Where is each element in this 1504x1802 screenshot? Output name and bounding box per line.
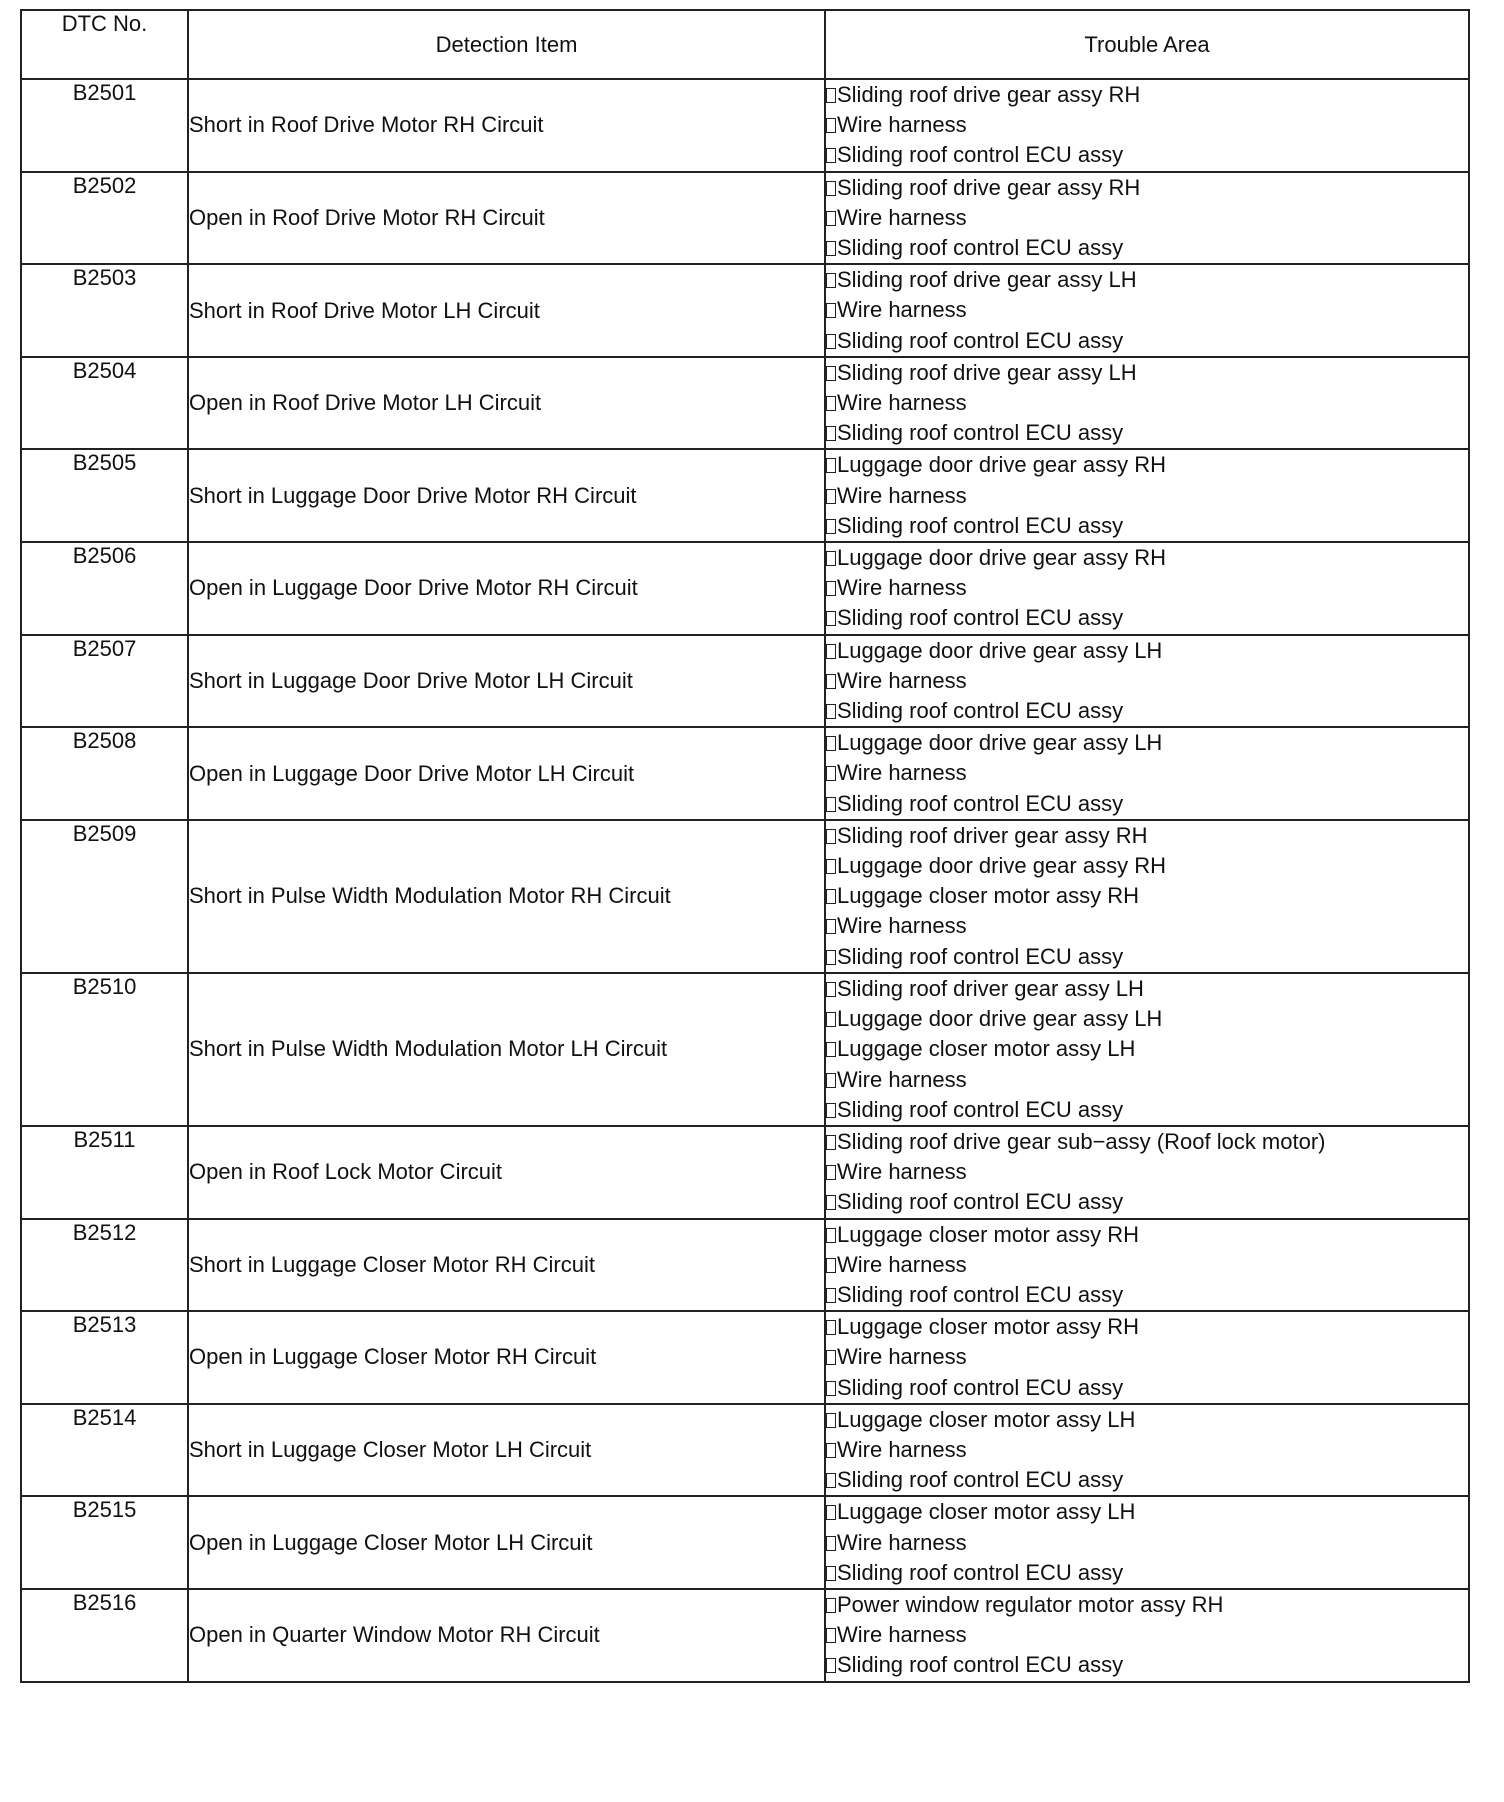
trouble-area-text: Luggage door drive gear assy LH <box>837 730 1163 756</box>
checkbox-bullet-icon <box>826 611 836 626</box>
trouble-area-item <box>826 573 1468 603</box>
checkbox-bullet-icon <box>826 148 836 163</box>
checkbox-bullet-icon <box>826 1103 836 1118</box>
trouble-area-item <box>826 450 1468 480</box>
trouble-area-text: Wire harness <box>837 667 967 693</box>
trouble-area-cell <box>825 1311 1469 1404</box>
checkbox-bullet-icon <box>826 88 836 103</box>
trouble-area-text: Wire harness <box>837 1344 967 1370</box>
checkbox-bullet-icon <box>826 1165 836 1180</box>
trouble-area-text: Luggage closer motor assy LH <box>837 1406 1136 1432</box>
trouble-area-cell <box>825 1404 1469 1497</box>
table-row <box>21 727 1469 820</box>
dtc-column-header: DTC No. <box>21 10 188 79</box>
table-header <box>21 10 1469 79</box>
table-row <box>21 1404 1469 1497</box>
trouble-area-text: Luggage closer motor assy RH <box>837 883 1140 909</box>
checkbox-bullet-icon <box>826 1350 836 1365</box>
dtc-code: B2514 <box>21 1404 188 1497</box>
trouble-area-item <box>826 1004 1468 1034</box>
trouble-area-text: Sliding roof control ECU assy <box>837 605 1124 631</box>
checkbox-bullet-icon <box>826 118 836 133</box>
trouble-area-cell <box>825 357 1469 450</box>
trouble-area-item <box>826 511 1468 541</box>
checkbox-bullet-icon <box>826 1536 836 1551</box>
trouble-area-item <box>826 821 1468 851</box>
trouble-area-item <box>826 603 1468 633</box>
trouble-area-item <box>826 1342 1468 1372</box>
checkbox-bullet-icon <box>826 1073 836 1088</box>
table-row <box>21 542 1469 635</box>
trouble-area-text: Wire harness <box>837 204 967 230</box>
trouble-area-item <box>826 326 1468 356</box>
dtc-table <box>20 9 1470 1683</box>
checkbox-bullet-icon <box>826 766 836 781</box>
trouble-area-item <box>826 1528 1468 1558</box>
dtc-code: B2509 <box>21 820 188 973</box>
trouble-area-item <box>826 1590 1468 1620</box>
trouble-area-text: Sliding roof control ECU assy <box>837 420 1124 446</box>
trouble-area-text: Sliding roof control ECU assy <box>837 1189 1124 1215</box>
trouble-area-item <box>826 1465 1468 1495</box>
trouble-area-item <box>826 974 1468 1004</box>
dtc-code: B2504 <box>21 357 188 450</box>
trouble-area-item <box>826 203 1468 233</box>
trouble-area-item <box>826 233 1468 263</box>
detection-item: Short in Luggage Door Drive Motor RH Circuit <box>188 449 825 542</box>
detection-item: Open in Roof Drive Motor RH Circuit <box>188 172 825 265</box>
trouble-area-item <box>826 696 1468 726</box>
trouble-area-item <box>826 666 1468 696</box>
trouble-area-text: Luggage closer motor assy LH <box>837 1499 1136 1525</box>
dtc-code: B2508 <box>21 727 188 820</box>
trouble-area-text: Wire harness <box>837 1159 967 1185</box>
checkbox-bullet-icon <box>826 1413 836 1428</box>
trouble-area-cell <box>825 973 1469 1126</box>
checkbox-bullet-icon <box>826 551 836 566</box>
trouble-area-text: Power window regulator motor assy RH <box>837 1591 1224 1617</box>
dtc-code: B2510 <box>21 973 188 1126</box>
dtc-code: B2511 <box>21 1126 188 1219</box>
detection-item: Open in Quarter Window Motor RH Circuit <box>188 1589 825 1682</box>
trouble-area-item <box>826 758 1468 788</box>
detection-item: Open in Luggage Closer Motor RH Circuit <box>188 1311 825 1404</box>
trouble-area-item <box>826 388 1468 418</box>
trouble-area-text: Sliding roof control ECU assy <box>837 1281 1124 1307</box>
checkbox-bullet-icon <box>826 982 836 997</box>
table-row <box>21 1496 1469 1589</box>
trouble-area-item <box>826 1435 1468 1465</box>
trouble-area-text: Wire harness <box>837 112 967 138</box>
trouble-area-text: Sliding roof control ECU assy <box>837 1096 1124 1122</box>
trouble-area-text: Sliding roof control ECU assy <box>837 1559 1124 1585</box>
trouble-area-text: Sliding roof drive gear assy RH <box>837 82 1141 107</box>
trouble-area-cell <box>825 172 1469 265</box>
trouble-area-text: Sliding roof control ECU assy <box>837 235 1124 261</box>
trouble-area-text: Sliding roof control ECU assy <box>837 698 1124 724</box>
trouble-area-item <box>826 1127 1468 1157</box>
checkbox-bullet-icon <box>826 1443 836 1458</box>
trouble-area-item <box>826 140 1468 170</box>
trouble-area-item <box>826 1250 1468 1280</box>
trouble-area-text: Sliding roof control ECU assy <box>837 1652 1124 1678</box>
dtc-code: B2512 <box>21 1219 188 1312</box>
trouble-area-text: Sliding roof control ECU assy <box>837 1374 1124 1400</box>
detection-item: Short in Luggage Closer Motor LH Circuit <box>188 1404 825 1497</box>
trouble-area-cell <box>825 1589 1469 1682</box>
checkbox-bullet-icon <box>826 1381 836 1396</box>
dtc-code: B2505 <box>21 449 188 542</box>
table-row <box>21 635 1469 728</box>
trouble-area-item <box>826 543 1468 573</box>
table-row <box>21 449 1469 542</box>
trouble-area-item <box>826 728 1468 758</box>
trouble-area-text: Wire harness <box>837 390 967 416</box>
trouble-area-item <box>826 942 1468 972</box>
table-row <box>21 973 1469 1126</box>
checkbox-bullet-icon <box>826 1228 836 1243</box>
trouble-area-item <box>826 1034 1468 1064</box>
trouble-area-item <box>826 1065 1468 1095</box>
checkbox-bullet-icon <box>826 829 836 844</box>
detection-item-column-header: Detection Item <box>188 10 825 79</box>
checkbox-bullet-icon <box>826 1195 836 1210</box>
trouble-area-cell <box>825 635 1469 728</box>
dtc-code: B2506 <box>21 542 188 635</box>
trouble-area-text: Sliding roof drive gear assy LH <box>837 359 1137 385</box>
trouble-area-item <box>826 1220 1468 1250</box>
detection-item: Open in Luggage Closer Motor LH Circuit <box>188 1496 825 1589</box>
trouble-area-text: Sliding roof drive gear sub−assy (Roof lock motor) <box>837 1128 1326 1154</box>
trouble-area-item <box>826 881 1468 911</box>
trouble-area-item <box>826 1405 1468 1435</box>
trouble-area-text: Wire harness <box>837 913 967 939</box>
checkbox-bullet-icon <box>826 1135 836 1150</box>
dtc-code: B2515 <box>21 1496 188 1589</box>
header-row <box>21 10 1469 79</box>
checkbox-bullet-icon <box>826 859 836 874</box>
table-row <box>21 357 1469 450</box>
trouble-area-item <box>826 418 1468 448</box>
dtc-code: B2507 <box>21 635 188 728</box>
dtc-code: B2503 <box>21 264 188 357</box>
trouble-area-cell <box>825 542 1469 635</box>
table-row <box>21 1311 1469 1404</box>
trouble-area-item <box>826 358 1468 388</box>
trouble-area-item <box>826 173 1468 203</box>
trouble-area-item <box>826 295 1468 325</box>
table-row <box>21 1589 1469 1682</box>
checkbox-bullet-icon <box>826 273 836 288</box>
trouble-area-item <box>826 1620 1468 1650</box>
trouble-area-cell <box>825 1496 1469 1589</box>
trouble-area-item <box>826 110 1468 140</box>
checkbox-bullet-icon <box>826 1598 836 1613</box>
checkbox-bullet-icon <box>826 181 836 196</box>
trouble-area-text: Luggage closer motor assy RH <box>837 1221 1140 1247</box>
trouble-area-item <box>826 911 1468 941</box>
detection-item: Open in Luggage Door Drive Motor RH Circuit <box>188 542 825 635</box>
trouble-area-item <box>826 80 1468 110</box>
trouble-area-item <box>826 636 1468 666</box>
trouble-area-item <box>826 1187 1468 1217</box>
table-body <box>21 79 1469 1682</box>
dtc-code: B2502 <box>21 172 188 265</box>
trouble-area-text: Wire harness <box>837 482 967 508</box>
checkbox-bullet-icon <box>826 644 836 659</box>
trouble-area-text: Wire harness <box>837 1529 967 1555</box>
detection-item: Open in Luggage Door Drive Motor LH Circuit <box>188 727 825 820</box>
checkbox-bullet-icon <box>826 889 836 904</box>
detection-item: Open in Roof Drive Motor LH Circuit <box>188 357 825 450</box>
checkbox-bullet-icon <box>826 458 836 473</box>
trouble-area-text: Sliding roof drive gear assy LH <box>837 267 1137 293</box>
table-row <box>21 820 1469 973</box>
checkbox-bullet-icon <box>826 704 836 719</box>
trouble-area-cell <box>825 820 1469 973</box>
checkbox-bullet-icon <box>826 396 836 411</box>
checkbox-bullet-icon <box>826 1012 836 1027</box>
checkbox-bullet-icon <box>826 674 836 689</box>
table-row <box>21 264 1469 357</box>
trouble-area-text: Sliding roof control ECU assy <box>837 790 1124 816</box>
trouble-area-item <box>826 1373 1468 1403</box>
checkbox-bullet-icon <box>826 950 836 965</box>
trouble-area-item <box>826 1497 1468 1527</box>
table-row <box>21 1126 1469 1219</box>
checkbox-bullet-icon <box>826 581 836 596</box>
dtc-code: B2501 <box>21 79 188 172</box>
trouble-area-text: Wire harness <box>837 575 967 601</box>
trouble-area-text: Luggage door drive gear assy LH <box>837 1006 1163 1032</box>
trouble-area-item <box>826 1280 1468 1310</box>
trouble-area-text: Wire harness <box>837 1622 967 1648</box>
trouble-area-text: Luggage door drive gear assy LH <box>837 637 1163 663</box>
trouble-area-text: Sliding roof driver gear assy RH <box>837 822 1148 848</box>
trouble-area-text: Sliding roof control ECU assy <box>837 943 1124 969</box>
checkbox-bullet-icon <box>826 1258 836 1273</box>
trouble-area-item <box>826 1157 1468 1187</box>
checkbox-bullet-icon <box>826 1288 836 1303</box>
trouble-area-item <box>826 1095 1468 1125</box>
dtc-code: B2513 <box>21 1311 188 1404</box>
trouble-area-text: Sliding roof control ECU assy <box>837 512 1124 538</box>
trouble-area-text: Wire harness <box>837 1436 967 1462</box>
trouble-area-text: Luggage door drive gear assy RH <box>837 545 1166 571</box>
trouble-area-text: Sliding roof control ECU assy <box>837 1467 1124 1493</box>
trouble-area-cell <box>825 449 1469 542</box>
trouble-area-cell <box>825 727 1469 820</box>
checkbox-bullet-icon <box>826 1658 836 1673</box>
table-row <box>21 172 1469 265</box>
table-row <box>21 79 1469 172</box>
detection-item: Short in Luggage Door Drive Motor LH Circuit <box>188 635 825 728</box>
trouble-area-text: Sliding roof drive gear assy RH <box>837 174 1141 200</box>
trouble-area-text: Sliding roof control ECU assy <box>837 327 1124 353</box>
trouble-area-cell <box>825 264 1469 357</box>
trouble-area-text: Wire harness <box>837 1251 967 1277</box>
checkbox-bullet-icon <box>826 1505 836 1520</box>
trouble-area-text: Wire harness <box>837 297 967 323</box>
trouble-area-item <box>826 789 1468 819</box>
detection-item: Short in Roof Drive Motor RH Circuit <box>188 79 825 172</box>
trouble-area-text: Luggage door drive gear assy RH <box>837 853 1166 879</box>
dtc-code: B2516 <box>21 1589 188 1682</box>
trouble-area-item <box>826 1558 1468 1588</box>
checkbox-bullet-icon <box>826 303 836 318</box>
trouble-area-text: Sliding roof control ECU assy <box>837 142 1124 168</box>
trouble-area-item <box>826 851 1468 881</box>
trouble-area-text: Wire harness <box>837 1066 967 1092</box>
checkbox-bullet-icon <box>826 736 836 751</box>
detection-item: Short in Pulse Width Modulation Motor LH Circuit <box>188 973 825 1126</box>
trouble-area-cell <box>825 1219 1469 1312</box>
checkbox-bullet-icon <box>826 1566 836 1581</box>
trouble-area-cell <box>825 1126 1469 1219</box>
checkbox-bullet-icon <box>826 366 836 381</box>
detection-item: Short in Pulse Width Modulation Motor RH Circuit <box>188 820 825 973</box>
checkbox-bullet-icon <box>826 334 836 349</box>
checkbox-bullet-icon <box>826 797 836 812</box>
checkbox-bullet-icon <box>826 426 836 441</box>
trouble-area-text: Luggage closer motor assy RH <box>837 1314 1140 1340</box>
checkbox-bullet-icon <box>826 1628 836 1643</box>
trouble-area-text: Luggage closer motor assy LH <box>837 1036 1136 1062</box>
detection-item: Short in Luggage Closer Motor RH Circuit <box>188 1219 825 1312</box>
checkbox-bullet-icon <box>826 519 836 534</box>
detection-item: Open in Roof Lock Motor Circuit <box>188 1126 825 1219</box>
checkbox-bullet-icon <box>826 919 836 934</box>
checkbox-bullet-icon <box>826 489 836 504</box>
trouble-area-item <box>826 1650 1468 1680</box>
detection-item: Short in Roof Drive Motor LH Circuit <box>188 264 825 357</box>
trouble-area-text: Wire harness <box>837 760 967 786</box>
table-row <box>21 1219 1469 1312</box>
trouble-area-cell <box>825 79 1469 172</box>
checkbox-bullet-icon <box>826 211 836 226</box>
checkbox-bullet-icon <box>826 241 836 256</box>
checkbox-bullet-icon <box>826 1042 836 1057</box>
trouble-area-item <box>826 265 1468 295</box>
trouble-area-item <box>826 481 1468 511</box>
trouble-area-text: Luggage door drive gear assy RH <box>837 452 1166 478</box>
checkbox-bullet-icon <box>826 1320 836 1335</box>
checkbox-bullet-icon <box>826 1473 836 1488</box>
trouble-area-text: Sliding roof driver gear assy LH <box>837 975 1144 1001</box>
trouble-area-column-header: Trouble Area <box>825 10 1469 79</box>
trouble-area-item <box>826 1312 1468 1342</box>
